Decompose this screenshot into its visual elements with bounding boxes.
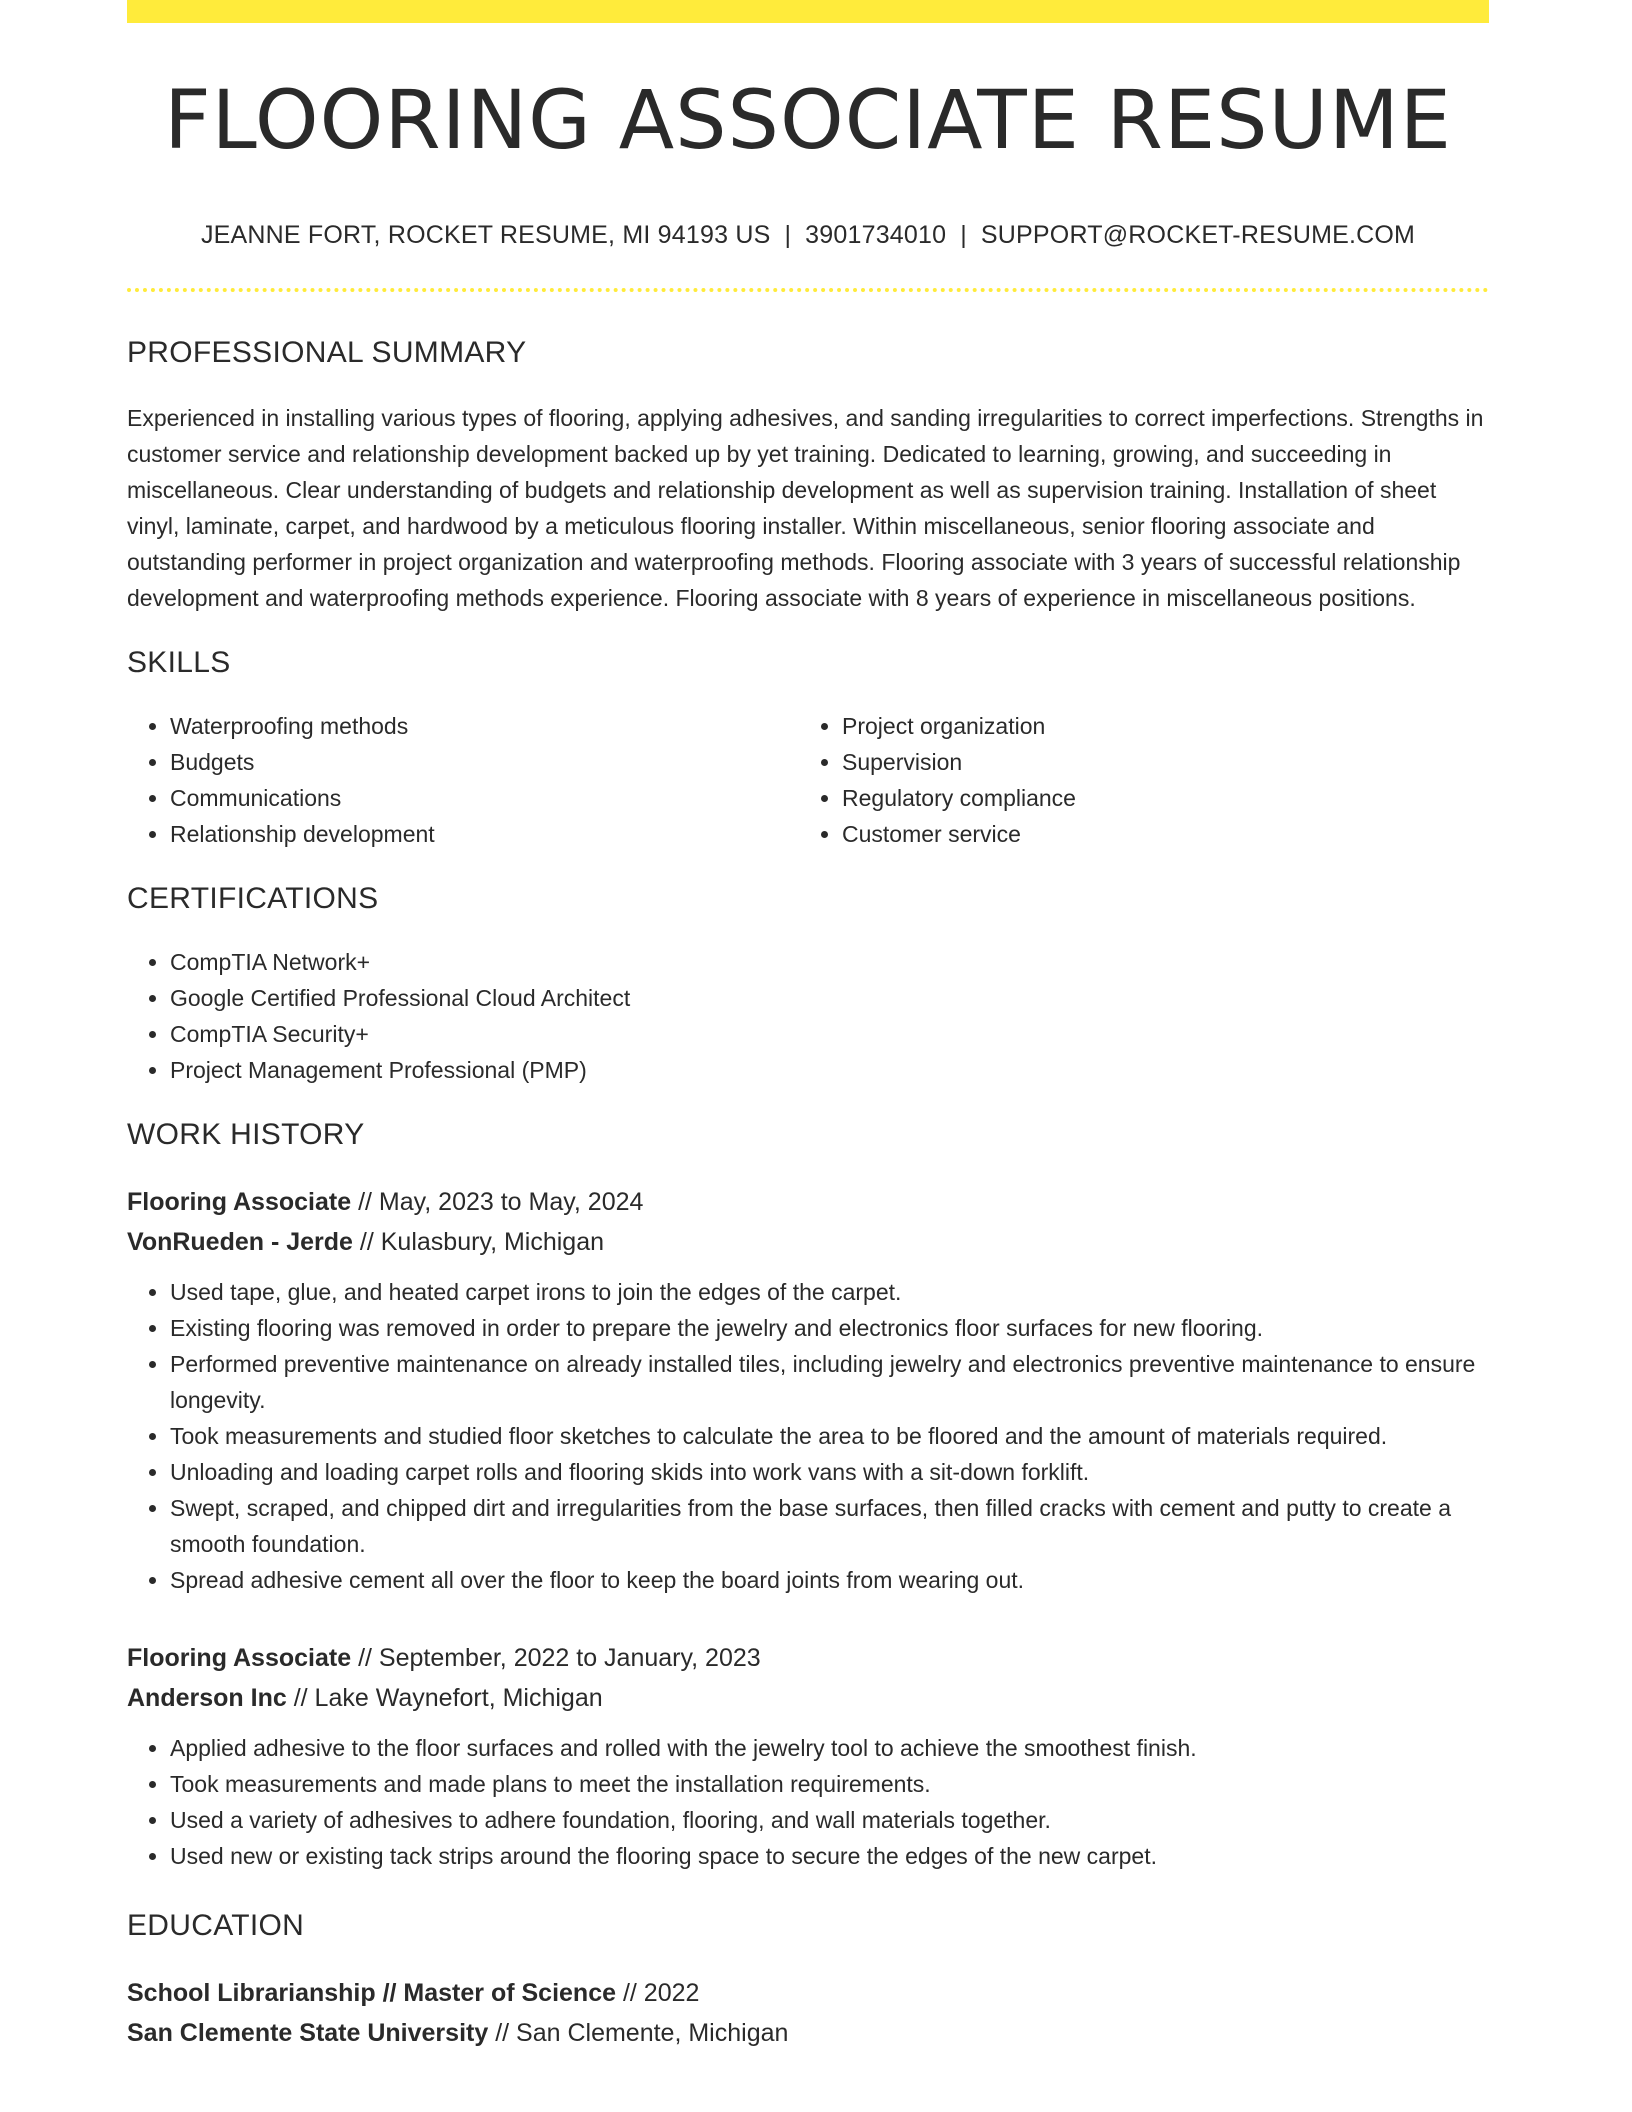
skills-list-left xyxy=(127,708,799,852)
job-duty: • Unloading and loading carpet rolls and flooring skids into work vans with a sit-down forklift. xyxy=(170,1454,1489,1490)
certifications-heading: CERTIFICATIONS xyxy=(127,882,379,915)
skill-item: • Project organization xyxy=(842,708,1471,744)
job-dates: // May, 2023 to May, 2024 xyxy=(358,1188,644,1216)
dotted-divider xyxy=(127,288,1489,292)
job-company-line xyxy=(127,1678,1489,1718)
job-duty: • Applied adhesive to the floor surfaces and rolled with the jewelry tool to achieve the smoothest finish. xyxy=(170,1730,1489,1766)
job-entry xyxy=(127,1638,1489,1874)
certification-item: • CompTIA Network+ xyxy=(170,944,1489,980)
education-school: San Clemente State University xyxy=(127,2019,489,2047)
education-degree: School Librarianship // Master of Science xyxy=(127,1979,617,2007)
skill-item: • Communications xyxy=(170,780,799,816)
contact-address: JEANNE FORT, ROCKET RESUME, MI 94193 US xyxy=(200,221,771,249)
job-title: Flooring Associate xyxy=(127,1644,352,1672)
skill-item: • Regulatory compliance xyxy=(842,780,1471,816)
certification-item: • Project Management Professional (PMP) xyxy=(170,1052,1489,1088)
job-title: Flooring Associate xyxy=(127,1188,352,1216)
skill-item: • Supervision xyxy=(842,744,1471,780)
job-duty: • Took measurements and made plans to meet the installation requirements. xyxy=(170,1766,1489,1802)
education-degree-line xyxy=(127,1973,1489,2013)
skill-item: • Relationship development xyxy=(170,816,799,852)
skills-heading: SKILLS xyxy=(127,646,231,679)
job-duty: • Took measurements and studied floor sketches to calculate the area to be floored and the amount of materials required. xyxy=(170,1418,1489,1454)
job-duty: • Used tape, glue, and heated carpet irons to join the edges of the carpet. xyxy=(170,1274,1489,1310)
education-entry xyxy=(127,1973,1489,2053)
job-duty: • Used new or existing tack strips around the flooring space to secure the edges of the new carpet. xyxy=(170,1838,1489,1874)
education-year: // 2022 xyxy=(622,1979,700,2007)
job-duty: • Spread adhesive cement all over the floor to keep the board joints from wearing out. xyxy=(170,1562,1489,1598)
job-company: VonRueden - Jerde xyxy=(127,1228,353,1256)
work-history-heading: WORK HISTORY xyxy=(127,1118,365,1151)
summary-heading: PROFESSIONAL SUMMARY xyxy=(127,336,527,369)
contact-line xyxy=(127,221,1489,250)
top-accent-bar xyxy=(127,0,1489,23)
contact-separator: | xyxy=(960,221,967,249)
skill-item: • Waterproofing methods xyxy=(170,708,799,744)
education-school-line xyxy=(127,2013,1489,2053)
job-title-line xyxy=(127,1182,1489,1222)
education-location: // San Clemente, Michigan xyxy=(495,2019,789,2047)
job-duties-list xyxy=(127,1730,1489,1874)
contact-separator: | xyxy=(784,221,792,249)
job-dates: // September, 2022 to January, 2023 xyxy=(358,1644,761,1672)
resume-title: FLOORING ASSOCIATE RESUME xyxy=(164,74,1452,168)
job-title-line xyxy=(127,1638,1489,1678)
certification-item: • Google Certified Professional Cloud Architect xyxy=(170,980,1489,1016)
certification-item: • CompTIA Security+ xyxy=(170,1016,1489,1052)
job-location: // Lake Waynefort, Michigan xyxy=(293,1684,603,1712)
job-duty: • Existing flooring was removed in order to prepare the jewelry and electronics floor surfaces for new flooring. xyxy=(170,1310,1489,1346)
resume-page xyxy=(127,0,1489,2053)
job-duty: • Used a variety of adhesives to adhere foundation, flooring, and wall materials together. xyxy=(170,1802,1489,1838)
skills-grid xyxy=(127,708,1489,852)
summary-text: Experienced in installing various types of flooring, applying adhesives, and sanding irregularities to correct imperfections. Strengths in customer service and relationship development backed up by yet training. Dedicated to learning, growing, and succeeding in miscellaneous. Clear understanding of budgets and relationship development as well as supervision training. Installation of sheet vinyl, laminate, carpet, and hardwood by a meticulous flooring installer. Within miscellaneous, senior flooring associate and outstanding performer in project organization and waterproofing methods. Flooring associate with 3 years of successful relationship development and waterproofing methods experience. Flooring associate with 8 years of experience in miscellaneous positions. xyxy=(127,405,1484,611)
skill-item: • Budgets xyxy=(170,744,799,780)
contact-phone: 3901734010 xyxy=(805,221,947,249)
education-heading: EDUCATION xyxy=(127,1909,305,1942)
job-company: Anderson Inc xyxy=(127,1684,287,1712)
skill-item: • Customer service xyxy=(842,816,1471,852)
job-entry xyxy=(127,1182,1489,1598)
skills-list-right xyxy=(799,708,1471,852)
job-location: // Kulasbury, Michigan xyxy=(359,1228,605,1256)
certifications-list xyxy=(127,944,1489,1088)
job-company-line xyxy=(127,1222,1489,1262)
job-duty: • Swept, scraped, and chipped dirt and irregularities from the base surfaces, then filled cracks with cement and putty to create a smooth foundation. xyxy=(170,1490,1489,1562)
job-duty: • Performed preventive maintenance on already installed tiles, including jewelry and electronics preventive maintenance to ensure longevity. xyxy=(170,1346,1489,1418)
job-duties-list xyxy=(127,1274,1489,1598)
contact-email: SUPPORT@ROCKET-RESUME.COM xyxy=(980,221,1416,249)
